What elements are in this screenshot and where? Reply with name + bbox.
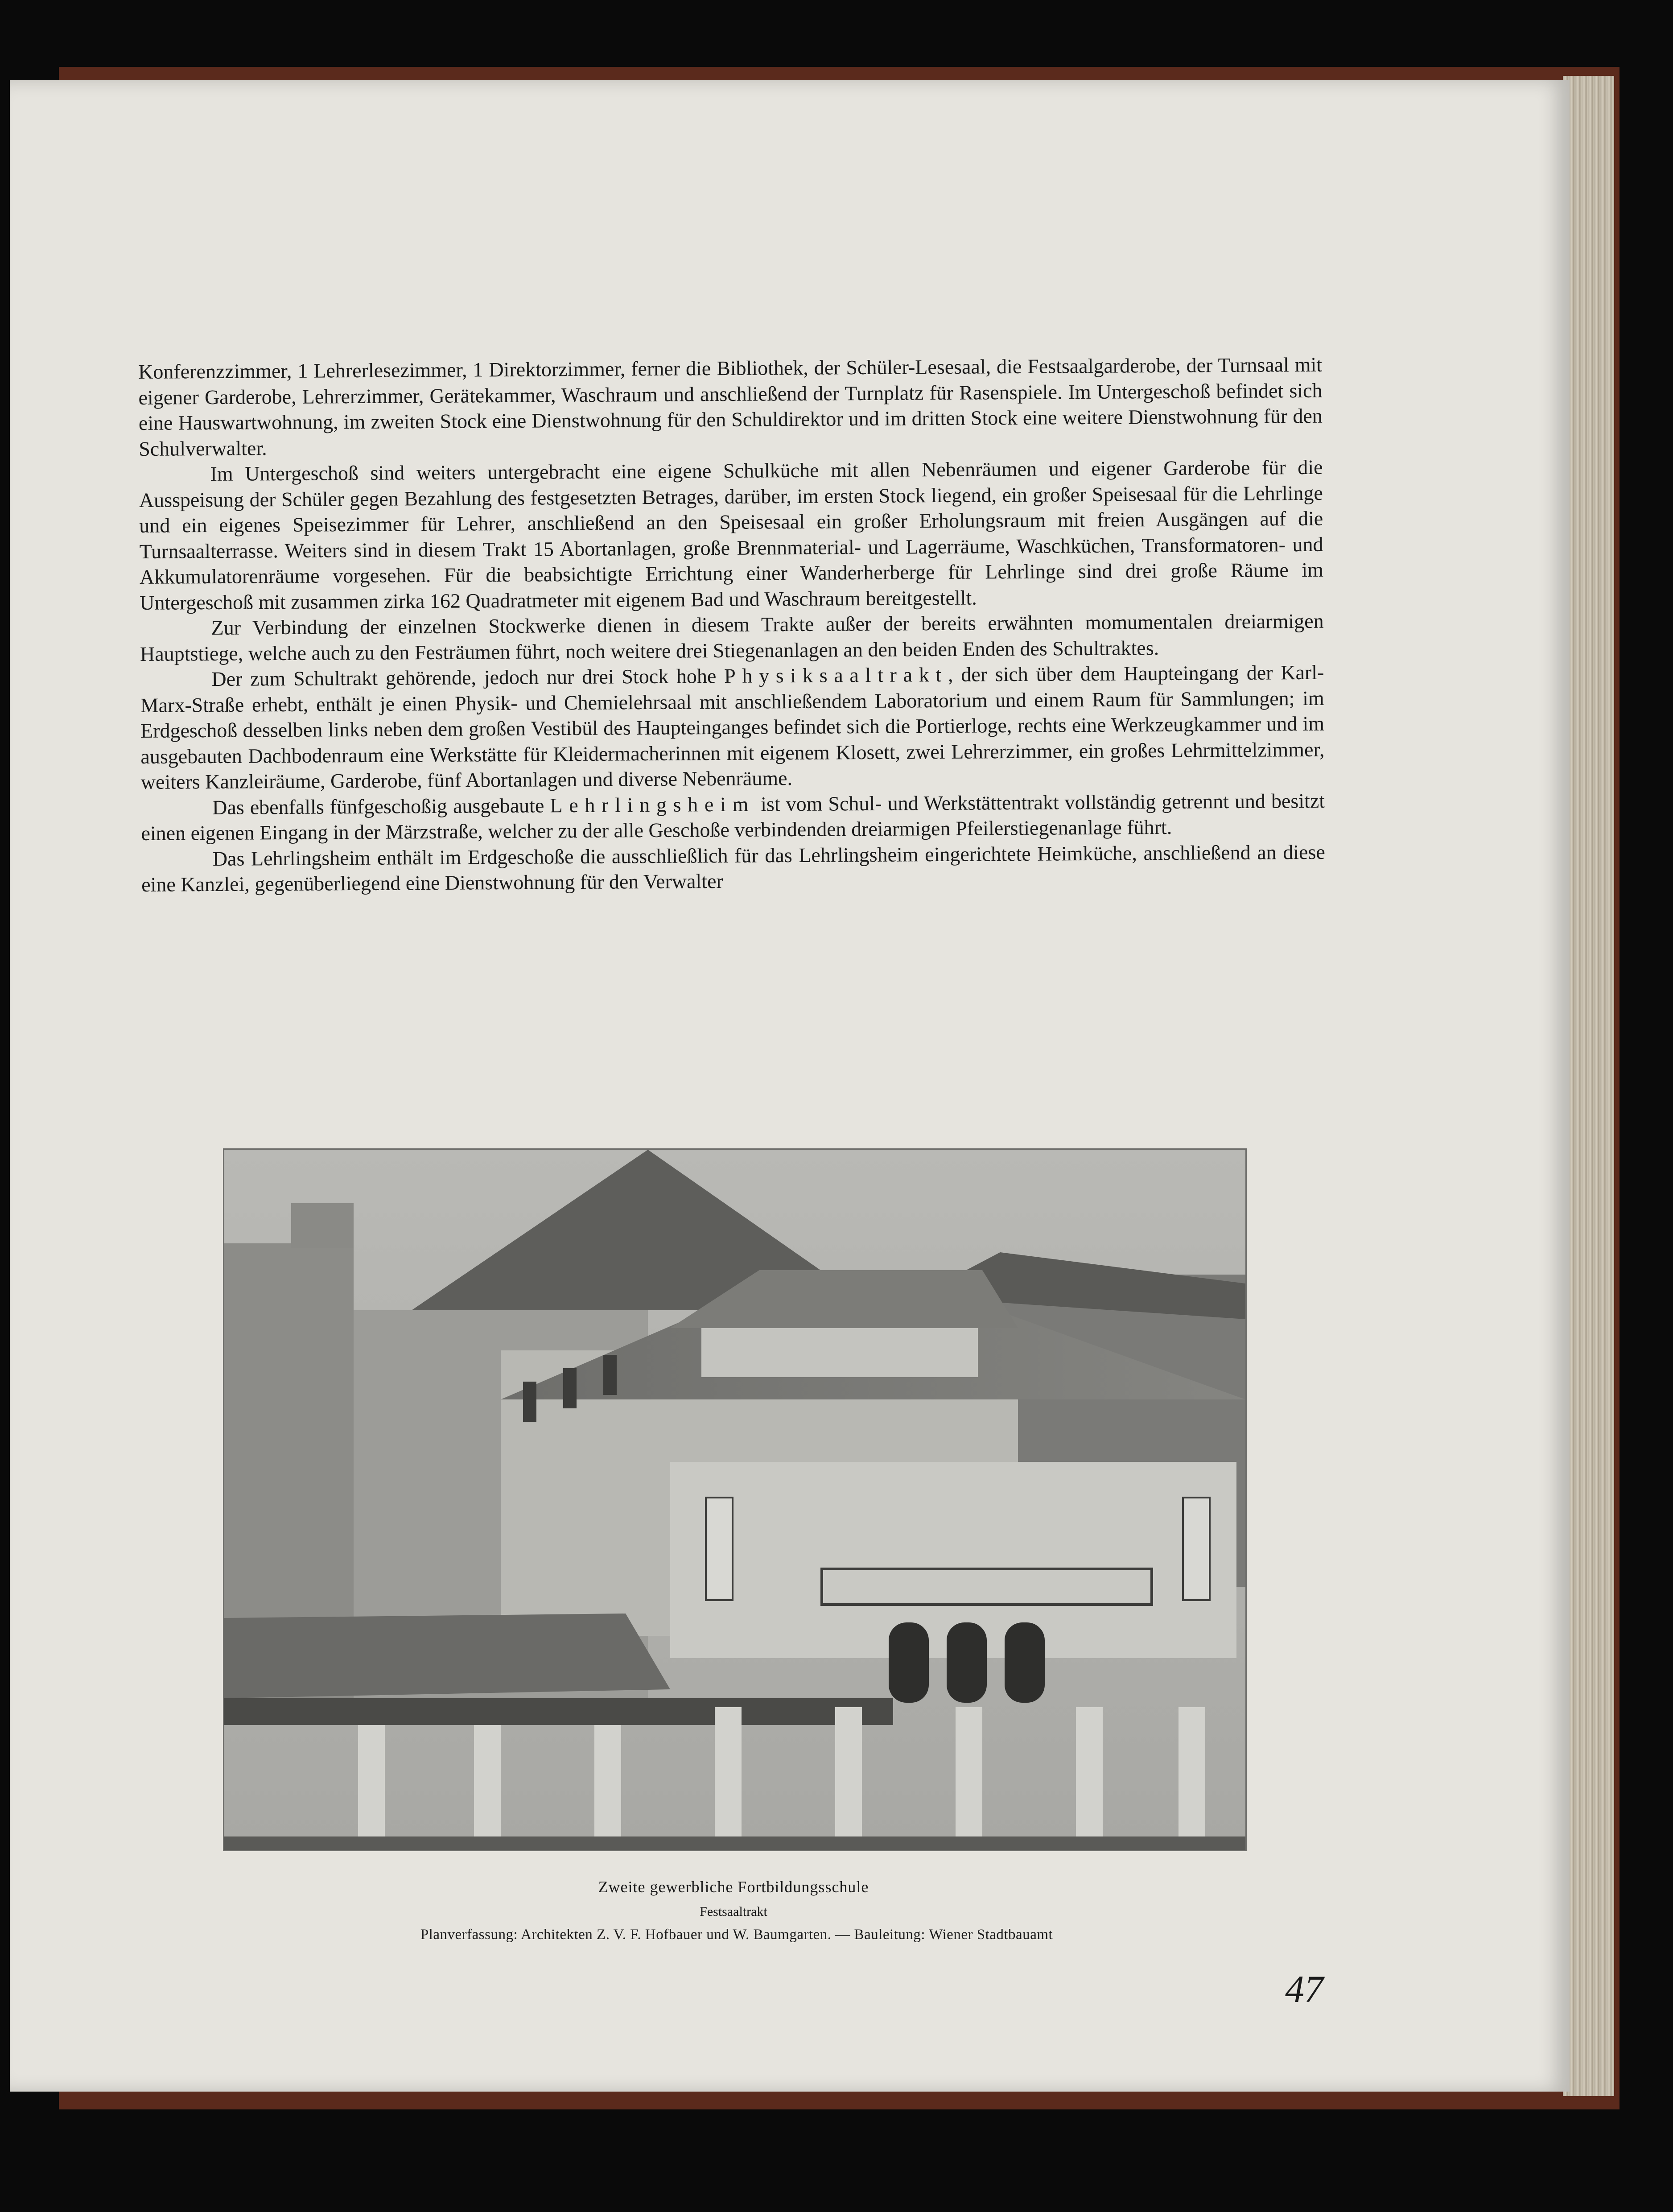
- paragraph-4-start: Der zum Schultrakt gehörende, jedoch nur drei Stock hohe: [211, 664, 725, 691]
- paragraph-2: Im Untergeschoß sind weiters untergebracht eine eigene Schulküche mit allen Nebenräumen und eigener Garderobe für die Ausspeisung der Schüler gegen Bezahlung des festgesetzten Betrages, darüber, im ersten Stock liegend, ein großer Speisesaal für die Lehrlinge und ein eigenes Speisezimmer für Lehrer, anschließend an den Speisesaal ein großer Erholungsraum mit freien Ausgängen auf die Turnsaalterrasse. Weiters sind in diesem Trakt 15 Abortanlagen, große Brennmaterial- und Lagerräume, Waschküchen, Transformatoren- und Akkumulatorenräume vorgesehen. Für die beabsichtigte Errichtung einer Wanderherberge für Lehrlinge sind drei große Räume im Untergeschoß mit zusammen zirka 162 Quadratmeter mit eigenem Bad und Waschraum bereitgestellt.: [139, 455, 1324, 614]
- paragraph-4: [140, 660, 1325, 795]
- caption-title: Zweite gewerbliche Fortbildungsschule: [598, 1878, 869, 1896]
- paragraph-4-rest: , der sich über dem Haupteingang der Karl-Marx-Straße erhebt, enthält je einen Physik- und Chemielehrsaal mit anschließendem Laboratorium und einem Raum für Sammlungen; im Erdgeschoß desselben links neben dem großen Vestibül des Haupteinganges befindet sich die Portierloge, rechts eine Werkzeugkammer und im ausgebauten Dachbodenraum eine Werkstätte für Kleidermacherinnen mit eigenem Klosett, zwei Lehrerzimmer, ein großes Lehrmittelzimmer, weiters Kanzleiräume, Garderobe, fünf Abortanlagen und diverse Nebenräume.: [140, 660, 1325, 793]
- building-photo: [223, 1148, 1247, 1851]
- physiksaaltrakt-term: Physiksaaltrakt: [724, 663, 948, 687]
- page-edges: [1563, 76, 1614, 2096]
- paragraph-6: Das Lehrlingsheim enthält im Erdgeschoße die ausschließlich für das Lehrlingsheim eingerichtete Heimküche, anschließend an diese eine Kanzlei, gegenüberliegend eine Dienstwohnung für den Verwalter: [141, 840, 1325, 896]
- caption-subtitle: Festsaaltrakt: [700, 1904, 767, 1919]
- lehrlingsheim-term: Lehrlingsheim: [550, 792, 755, 817]
- paragraph-3: Zur Verbindung der einzelnen Stockwerke dienen in diesem Trakte außer der bereits erwähnten momumentalen dreiarmigen Hauptstiege, welche auch zu den Festräumen führt, noch weitere drei Stiegenanlagen an den beiden Enden des Schultraktes.: [140, 609, 1324, 665]
- caption-credit: Planverfassung: Architekten Z. V. F. Hofbauer und W. Baumgarten. — Bauleitung: Wiener Stadtbauamt: [420, 1927, 1053, 1943]
- paragraph-5-start: Das ebenfalls fünfgeschoßig ausgebaute: [212, 793, 550, 819]
- paragraph-5-rest: ist vom Schul- und Werkstättentrakt vollständig getrennt und besitzt einen eigenen Eingang in der Märzstraße, welcher zu der alle Geschoße verbindenden dreiarmigen Pfeilerstiegenanlage führt.: [141, 789, 1325, 845]
- book-page: [10, 80, 1570, 2092]
- paragraph-1: Konferenzzimmer, 1 Lehrerlesezimmer, 1 Direktorzimmer, ferner die Bibliothek, der Schüler-Lesesaal, die Festsaalgarderobe, der Turnsaal mit eigener Garderobe, Lehrerzimmer, Gerätekammer, Waschraum und anschließend der Turnplatz für Rasenspiele. Im Untergeschoß befindet sich eine Hauswartwohnung, im zweiten Stock eine Dienstwohnung für den Schuldirektor und im dritten Stock eine weitere Dienstwohnung für den Schulverwalter.: [138, 353, 1323, 460]
- page-number: 47: [1285, 1968, 1323, 2010]
- paragraph-5: [141, 788, 1325, 846]
- body-text: [138, 352, 1325, 898]
